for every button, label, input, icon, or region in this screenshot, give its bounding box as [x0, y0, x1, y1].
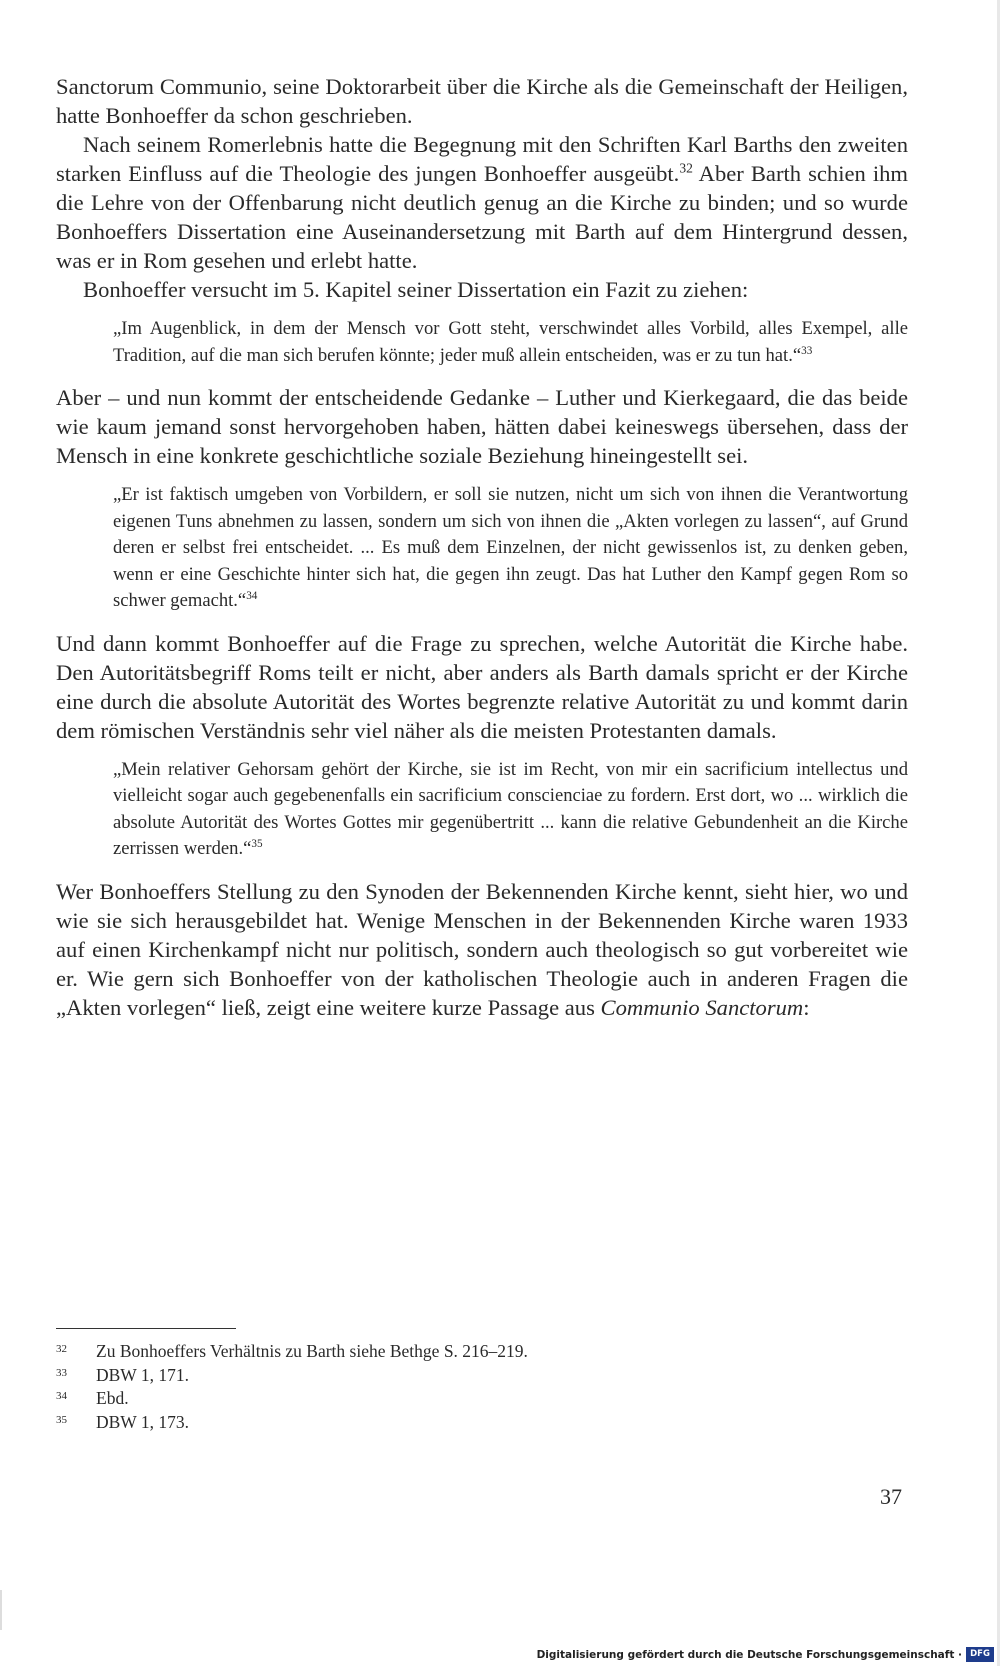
page-number: 37	[880, 1484, 902, 1509]
book-title-communio-sanctorum: Communio Sanctorum	[600, 994, 804, 1020]
footnote-number: 34	[56, 1390, 67, 1402]
footnote-34	[56, 1387, 908, 1411]
footnote-text: Ebd.	[96, 1388, 129, 1408]
block-quote-2	[56, 482, 908, 615]
scan-edge-mark	[0, 1590, 2, 1630]
footnote-ref-34: 34	[246, 589, 258, 602]
paragraph-2-part-b: Aber Barth schien ihm die Lehre von der Offenbarung nicht deutlich genug an die Kirche zu binden; und so wurde Bonhoeffers Dissertation eine Auseinandersetzung mit Barth auf dem Hintergrund dessen, was er in Rom gesehen und erlebt hatte.	[56, 161, 908, 273]
paragraph-2-part-a: Nach seinem Romerlebnis hatte die Begegnung mit den Schriften Karl Barths den zweiten starken Einfluss auf die Theologie des jungen Bonhoeffer ausgeübt.	[56, 132, 908, 186]
dfg-credit-text: Digitalisierung gefördert durch die Deutsche Forschungsgemeinschaft ·	[536, 1648, 962, 1661]
paragraph-5: Und dann kommt Bonhoeffer auf die Frage zu sprechen, welche Autorität die Kirche habe. Den Autoritätsbegriff Roms teilt er nicht, aber anders als Barth damals spricht er der Kirche eine durch die absolute Autorität des Wortes begrenzte relative Autorität zu und kommt darin dem römischen Verständnis sehr viel näher als die meisten Protestanten damals.	[56, 630, 908, 743]
dfg-logo-icon	[966, 1647, 994, 1662]
footnotes	[56, 1340, 908, 1434]
footnote-ref-35: 35	[251, 837, 263, 850]
footnote-32	[56, 1340, 908, 1364]
paragraph-6-end: :	[803, 994, 810, 1020]
footnote-text: Zu Bonhoeffers Verhältnis zu Barth siehe Bethge S. 216–219.	[96, 1341, 528, 1361]
footnote-number: 32	[56, 1343, 67, 1355]
footnote-number: 33	[56, 1366, 67, 1379]
footnote-35	[56, 1411, 908, 1435]
paragraph-6	[56, 877, 908, 1022]
block-quote-3-text: „Mein relativer Gehorsam gehört der Kirche, sie ist im Recht, von mir ein sacrificium intellectus und vielleicht sogar auch gegebenenfalls ein sacrificium conscienciae zu fordern. Erst dort, wo ... wirklich die absolute Autorität des Wortes Gottes mir gegenübertritt ... kann die relative Gebundenheit an die Kirche zerrissen werden.“	[113, 758, 908, 859]
footnote-text: DBW 1, 171.	[96, 1364, 190, 1385]
footnote-number: 35	[56, 1413, 67, 1426]
paragraph-6-text: Wer Bonhoeffers Stellung zu den Synoden der Bekennenden Kirche kennt, sieht hier, wo und wie sie sich herausgebildet hat. Wenige Menschen in der Bekennenden Kirche waren 1933 auf einen Kirchenkampf nicht nur politisch, sondern auch theologisch so gut vorbereitet wie er. Wie gern sich Bonhoeffer von der katholischen Theologie auch in anderen Fragen die „Akten vorlegen“ ließ, zeigt eine weitere kurze Passage aus	[56, 878, 908, 1020]
paragraph-3: Bonhoeffer versucht im 5. Kapitel seiner Dissertation ein Fazit zu ziehen:	[83, 277, 749, 302]
footnote-ref-33: 33	[801, 344, 813, 357]
footnote-ref-32: 32	[679, 160, 693, 176]
footnote-33	[56, 1364, 908, 1388]
paragraph-1: Sanctorum Communio, seine Doktorarbeit über die Kirche als die Gemeinschaft der Heiligen, hatte Bonhoeffer da schon geschrieben.	[56, 74, 908, 128]
footnote-text: DBW 1, 173.	[96, 1411, 190, 1432]
page-body	[56, 72, 908, 1022]
paragraph-2	[56, 130, 908, 275]
block-quote-1	[56, 316, 908, 369]
paragraph-4: Aber – und nun kommt der entscheidende Gedanke – Luther und Kierkegaard, die das beide wie kaum jemand sonst hervorgehoben haben, hätten dabei keineswegs übersehen, dass der Mensch in eine konkrete geschichtliche soziale Beziehung hineingestellt sei.	[56, 385, 908, 468]
block-quote-3	[56, 757, 908, 863]
footnote-divider	[56, 1328, 236, 1329]
dfg-credit-bar	[537, 1647, 994, 1662]
block-quote-2-text: „Er ist faktisch umgeben von Vorbildern, er soll sie nutzen, nicht um sich von ihnen die Verantwortung eigenen Tuns abnehmen zu lassen, sondern um sich von ihnen die „Akten vorlegen zu lassen“, auf Grund deren er selbst frei entscheidet. ... Es muß dem Einzelnen, der nicht gewissenlos ist, zu denken geben, wenn er eine Geschichte hinter sich hat, die gegen ihn zeugt. Das hat Luther den Kampf gegen Rom so schwer gemacht.“	[113, 484, 908, 611]
block-quote-1-text: „Im Augenblick, in dem der Mensch vor Gott steht, verschwindet alles Vorbild, alles Exempel, alle Tradition, auf die man sich berufen könnte; jeder muß allein entscheiden, was er zu tun hat.“	[113, 318, 908, 366]
